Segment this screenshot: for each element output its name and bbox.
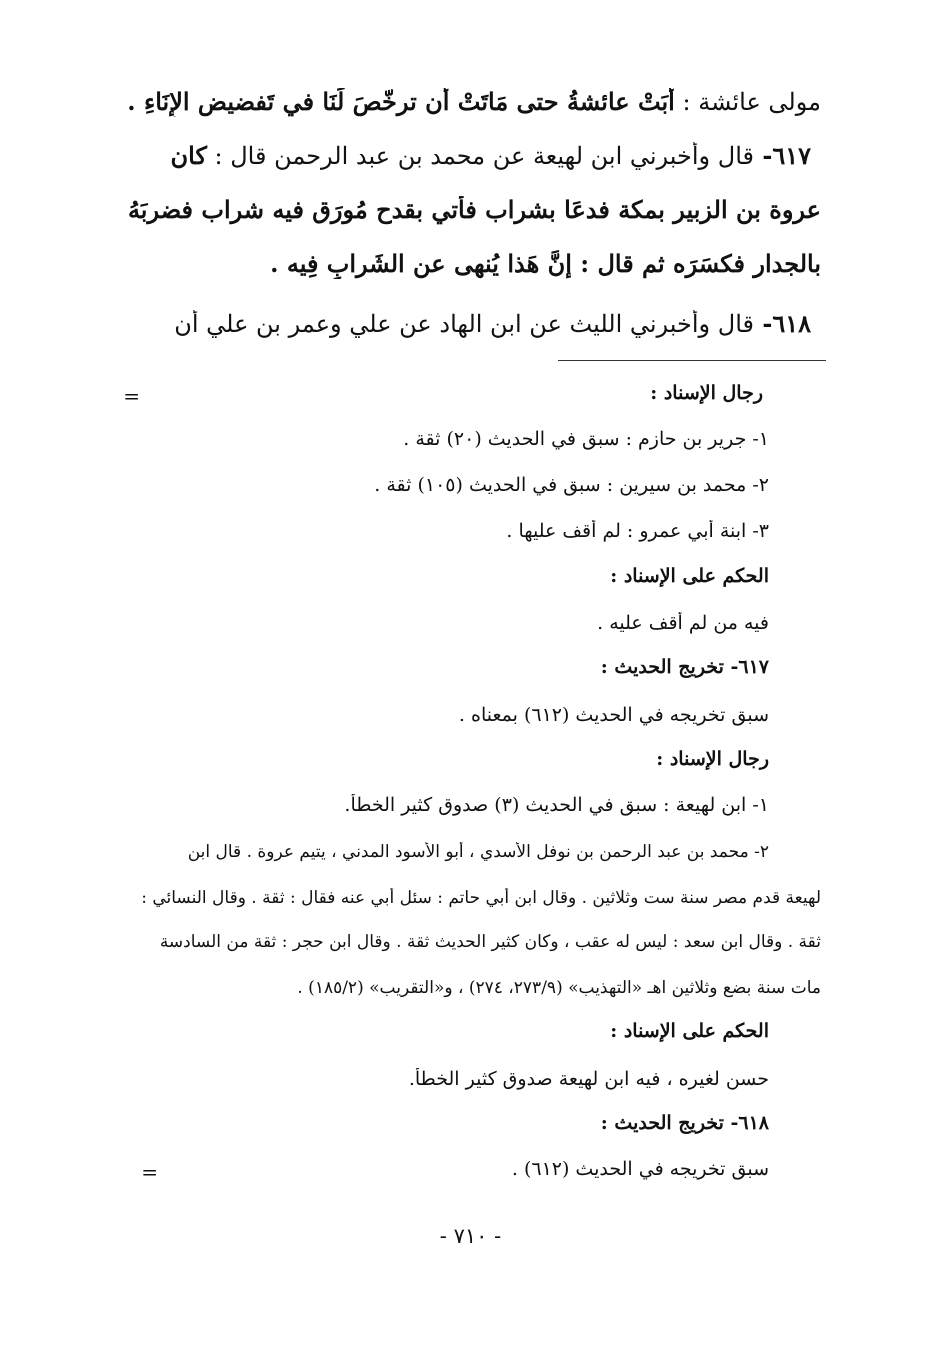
section-title: رجال الإسناد : bbox=[656, 748, 769, 770]
section-title: رجال الإسناد : bbox=[650, 382, 763, 404]
hadith-618-line-1 bbox=[120, 310, 811, 339]
narrator-entry-cont: لهيعة قدم مصر سنة ست وثلاثين . وقال ابن أبي حاتم : سئل أبي عنه فقال : ثقة . وقال النسائي : bbox=[141, 888, 821, 908]
narrator-entry-cont: مات سنة بضع وثلاثين اهـ «التهذيب» (٢٧٣/٩، ٢٧٤) ، و«التقريب» (١٨٥/٢) . bbox=[297, 978, 821, 998]
text-segment: قال وأخبرني الليث عن ابن الهاد عن علي وعمر بن علي أن bbox=[174, 310, 754, 338]
continuation-mark: = bbox=[123, 384, 140, 408]
narrator-entry: ١- جرير بن حازم : سبق في الحديث (٢٠) ثقة . bbox=[403, 428, 769, 450]
bold-segment: كان bbox=[170, 142, 207, 170]
section-text: سبق تخريجه في الحديث (٦١٢) بمعناه . bbox=[458, 704, 769, 726]
hadith-617-line-3: بالجدار فكسَرَه ثم قال : إنَّ هَذا يُنهى عنِ الشَرابِ فِيه . bbox=[270, 250, 821, 278]
section-title: الحكم على الإسناد : bbox=[610, 1020, 769, 1042]
narrator-entry: ٢- محمد بن سيرين : سبق في الحديث (١٠٥) ثقة . bbox=[374, 474, 769, 496]
section-text: حسن لغيره ، فيه ابن لهيعة صدوق كثير الخطأ. bbox=[408, 1068, 769, 1090]
page-number: - ٧١٠ - bbox=[439, 1224, 502, 1248]
main-line-1 bbox=[120, 88, 821, 117]
narrator-entry-cont: ثقة . وقال ابن سعد : ليس له عقب ، وكان كثير الحديث ثقة . وقال ابن حجر : ثقة من السادسة bbox=[159, 932, 821, 952]
section-title: الحكم على الإسناد : bbox=[610, 565, 769, 587]
hadith-number: ٦١٧- bbox=[754, 142, 811, 170]
hadith-617-line-2: عروة بن الزبير بمكة فدعَا بشراب فأُتي بقدح مُورَق فيه شراب فضربَهُ bbox=[127, 196, 821, 224]
narrator-entry: ١- ابن لهيعة : سبق في الحديث (٣) صدوق كثير الخطأ. bbox=[344, 794, 769, 816]
bold-segment: أَبَتْ عائشةُ حتى مَاتَتْ أَن ترخّصَ لَنَا في تَفضيض الإِنَاءِ . bbox=[127, 88, 675, 116]
footnote-separator bbox=[558, 360, 826, 361]
section-text: فيه من لم أقف عليه . bbox=[597, 612, 769, 634]
narrator-entry: ٢- محمد بن عبد الرحمن بن نوفل الأسدي ، أبو الأسود المدني ، يتيم عروة . قال ابن bbox=[187, 842, 769, 862]
text-segment: مولى عائشة : bbox=[674, 88, 821, 116]
section-text: سبق تخريجه في الحديث (٦١٢) . bbox=[511, 1158, 769, 1180]
section-title: ٦١٨- تخريج الحديث : bbox=[600, 1112, 769, 1134]
narrator-entry: ٣- ابنة أبي عمرو : لم أقف عليها . bbox=[506, 520, 769, 542]
continuation-mark: = bbox=[141, 1160, 158, 1184]
hadith-number: ٦١٨- bbox=[754, 310, 811, 338]
section-title: ٦١٧- تخريج الحديث : bbox=[600, 656, 769, 678]
text-segment: قال وأخبرني ابن لهيعة عن محمد بن عبد الرحمن قال : bbox=[206, 142, 754, 170]
hadith-617-line-1 bbox=[120, 142, 811, 171]
